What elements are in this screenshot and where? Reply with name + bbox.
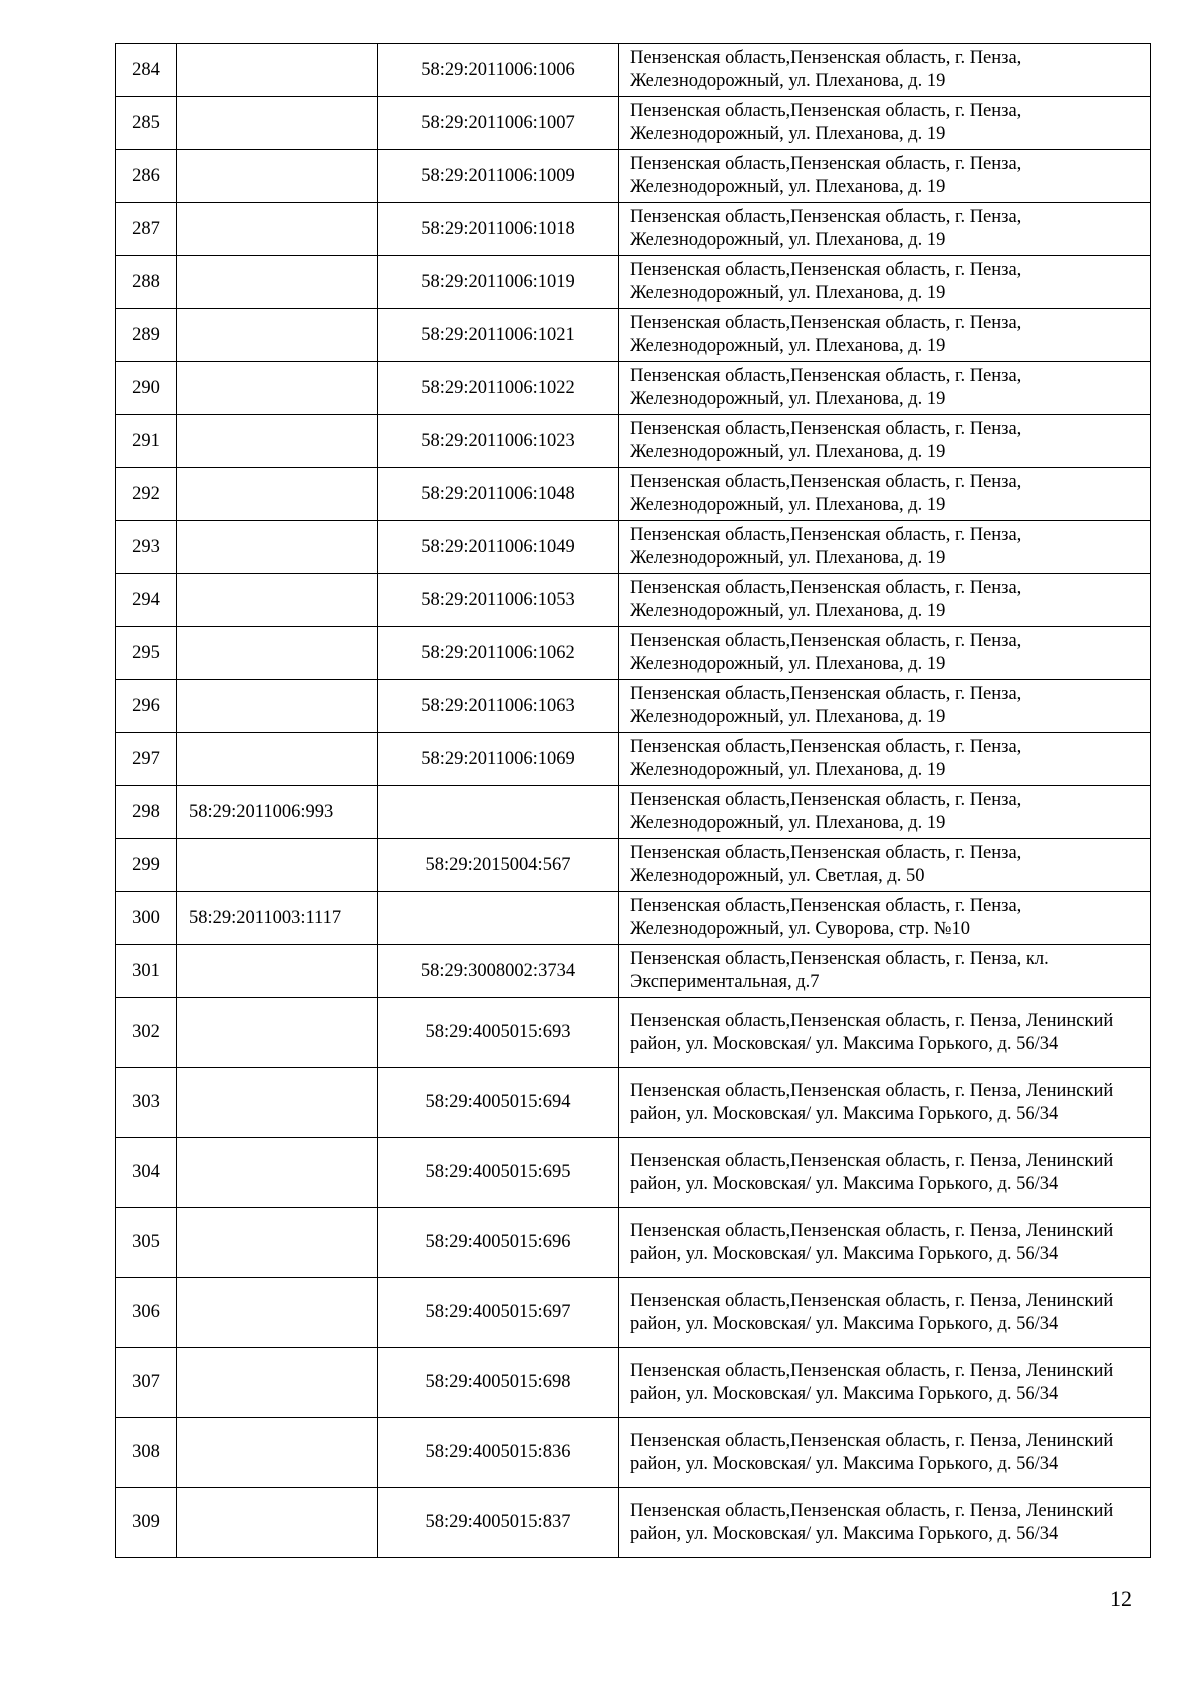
address-cell: Пензенская область,Пензенская область, г. Пенза, Железнодорожный, ул. Плеханова, д. 19 [619,627,1151,680]
row-number-cell: 302 [116,998,177,1068]
cadastral-number-alt-cell: 58:29:2011006:1019 [378,256,619,309]
row-number-cell: 292 [116,468,177,521]
table-row [116,839,1151,892]
cadastral-number-cell [177,256,378,309]
table-row [116,256,1151,309]
cadastral-number-alt-cell: 58:29:2011006:1018 [378,203,619,256]
row-number-cell: 298 [116,786,177,839]
row-number-cell: 299 [116,839,177,892]
cadastral-number-cell [177,150,378,203]
address-cell: Пензенская область,Пензенская область, г. Пенза, Железнодорожный, ул. Плеханова, д. 19 [619,680,1151,733]
cadastral-number-cell [177,521,378,574]
cadastral-number-alt-cell: 58:29:2015004:567 [378,839,619,892]
cadastral-number-cell [177,309,378,362]
cadastral-number-cell [177,1208,378,1278]
row-number-cell: 293 [116,521,177,574]
cadastral-number-alt-cell: 58:29:2011006:1006 [378,44,619,97]
address-cell: Пензенская область,Пензенская область, г. Пенза, Ленинский район, ул. Московская/ ул. Максима Горького, д. 56/34 [619,1488,1151,1558]
cadastral-number-alt-cell [378,892,619,945]
address-cell: Пензенская область,Пензенская область, г. Пенза, Железнодорожный, ул. Плеханова, д. 19 [619,468,1151,521]
cadastral-number-cell [177,839,378,892]
cadastral-number-alt-cell: 58:29:2011006:1021 [378,309,619,362]
cadastral-table [115,43,1151,1558]
row-number-cell: 291 [116,415,177,468]
address-cell: Пензенская область,Пензенская область, г. Пенза, Железнодорожный, ул. Плеханова, д. 19 [619,256,1151,309]
cadastral-number-cell [177,362,378,415]
address-cell: Пензенская область,Пензенская область, г. Пенза, Ленинский район, ул. Московская/ ул. Максима Горького, д. 56/34 [619,1208,1151,1278]
address-cell: Пензенская область,Пензенская область, г. Пенза, Железнодорожный, ул. Плеханова, д. 19 [619,97,1151,150]
cadastral-number-cell [177,1138,378,1208]
address-cell: Пензенская область,Пензенская область, г. Пенза, Железнодорожный, ул. Плеханова, д. 19 [619,415,1151,468]
table-row [116,1488,1151,1558]
table-row [116,627,1151,680]
cadastral-number-cell [177,203,378,256]
cadastral-number-cell [177,468,378,521]
address-cell: Пензенская область,Пензенская область, г. Пенза, Железнодорожный, ул. Плеханова, д. 19 [619,150,1151,203]
row-number-cell: 287 [116,203,177,256]
address-cell: Пензенская область,Пензенская область, г. Пенза, Железнодорожный, ул. Плеханова, д. 19 [619,44,1151,97]
table-row [116,521,1151,574]
table-row [116,150,1151,203]
cadastral-number-alt-cell: 58:29:3008002:3734 [378,945,619,998]
table-row [116,44,1151,97]
row-number-cell: 303 [116,1068,177,1138]
cadastral-number-alt-cell: 58:29:2011006:1007 [378,97,619,150]
row-number-cell: 289 [116,309,177,362]
cadastral-number-cell [177,1348,378,1418]
cadastral-number-cell [177,945,378,998]
cadastral-number-alt-cell: 58:29:2011006:1069 [378,733,619,786]
address-cell: Пензенская область,Пензенская область, г. Пенза, Ленинский район, ул. Московская/ ул. Максима Горького, д. 56/34 [619,1278,1151,1348]
table-row [116,1068,1151,1138]
table-row [116,1278,1151,1348]
table-body [116,44,1151,1558]
address-cell: Пензенская область,Пензенская область, г. Пенза, Железнодорожный, ул. Суворова, стр. №10 [619,892,1151,945]
cadastral-number-alt-cell: 58:29:4005015:696 [378,1208,619,1278]
cadastral-number-cell [177,733,378,786]
cadastral-number-alt-cell: 58:29:4005015:693 [378,998,619,1068]
cadastral-number-cell [177,415,378,468]
table-row [116,892,1151,945]
address-cell: Пензенская область,Пензенская область, г. Пенза, Ленинский район, ул. Московская/ ул. Максима Горького, д. 56/34 [619,1348,1151,1418]
table-row [116,468,1151,521]
table-row [116,203,1151,256]
row-number-cell: 284 [116,44,177,97]
table-row [116,362,1151,415]
row-number-cell: 288 [116,256,177,309]
address-cell: Пензенская область,Пензенская область, г. Пенза, Железнодорожный, ул. Плеханова, д. 19 [619,574,1151,627]
table-row [116,415,1151,468]
cadastral-number-cell: 58:29:2011003:1117 [177,892,378,945]
table-row [116,680,1151,733]
row-number-cell: 300 [116,892,177,945]
page-number: 12 [1110,1586,1132,1611]
cadastral-number-alt-cell: 58:29:2011006:1022 [378,362,619,415]
cadastral-number-alt-cell: 58:29:4005015:695 [378,1138,619,1208]
cadastral-number-alt-cell: 58:29:2011006:1062 [378,627,619,680]
row-number-cell: 308 [116,1418,177,1488]
cadastral-number-alt-cell [378,786,619,839]
address-cell: Пензенская область,Пензенская область, г. Пенза, Ленинский район, ул. Московская/ ул. Максима Горького, д. 56/34 [619,1068,1151,1138]
cadastral-number-cell [177,998,378,1068]
address-cell: Пензенская область,Пензенская область, г. Пенза, Железнодорожный, ул. Плеханова, д. 19 [619,521,1151,574]
cadastral-number-alt-cell: 58:29:2011006:1023 [378,415,619,468]
cadastral-number-cell [177,97,378,150]
cadastral-number-cell [177,1488,378,1558]
cadastral-number-alt-cell: 58:29:4005015:837 [378,1488,619,1558]
address-cell: Пензенская область,Пензенская область, г. Пенза, Ленинский район, ул. Московская/ ул. Максима Горького, д. 56/34 [619,1138,1151,1208]
row-number-cell: 301 [116,945,177,998]
cadastral-number-cell [177,627,378,680]
row-number-cell: 304 [116,1138,177,1208]
cadastral-number-alt-cell: 58:29:4005015:694 [378,1068,619,1138]
row-number-cell: 306 [116,1278,177,1348]
cadastral-number-alt-cell: 58:29:4005015:698 [378,1348,619,1418]
row-number-cell: 290 [116,362,177,415]
table-row [116,786,1151,839]
cadastral-number-alt-cell: 58:29:2011006:1048 [378,468,619,521]
address-cell: Пензенская область,Пензенская область, г. Пенза, Железнодорожный, ул. Плеханова, д. 19 [619,786,1151,839]
address-cell: Пензенская область,Пензенская область, г. Пенза, кл. Экспериментальная, д.7 [619,945,1151,998]
address-cell: Пензенская область,Пензенская область, г. Пенза, Ленинский район, ул. Московская/ ул. Максима Горького, д. 56/34 [619,998,1151,1068]
table-row [116,309,1151,362]
row-number-cell: 305 [116,1208,177,1278]
cadastral-number-cell [177,1068,378,1138]
address-cell: Пензенская область,Пензенская область, г. Пенза, Железнодорожный, ул. Светлая, д. 50 [619,839,1151,892]
cadastral-number-cell [177,680,378,733]
cadastral-number-cell [177,1278,378,1348]
table-row [116,97,1151,150]
row-number-cell: 307 [116,1348,177,1418]
cadastral-number-cell [177,1418,378,1488]
table-row [116,733,1151,786]
cadastral-number-cell: 58:29:2011006:993 [177,786,378,839]
row-number-cell: 295 [116,627,177,680]
address-cell: Пензенская область,Пензенская область, г. Пенза, Железнодорожный, ул. Плеханова, д. 19 [619,362,1151,415]
cadastral-number-alt-cell: 58:29:2011006:1049 [378,521,619,574]
row-number-cell: 286 [116,150,177,203]
address-cell: Пензенская область,Пензенская область, г. Пенза, Ленинский район, ул. Московская/ ул. Максима Горького, д. 56/34 [619,1418,1151,1488]
row-number-cell: 297 [116,733,177,786]
table-row [116,1138,1151,1208]
cadastral-number-cell [177,44,378,97]
table-row [116,574,1151,627]
cadastral-number-alt-cell: 58:29:4005015:697 [378,1278,619,1348]
cadastral-number-alt-cell: 58:29:2011006:1063 [378,680,619,733]
table-row [116,945,1151,998]
table-row [116,1208,1151,1278]
address-cell: Пензенская область,Пензенская область, г. Пенза, Железнодорожный, ул. Плеханова, д. 19 [619,309,1151,362]
cadastral-number-cell [177,574,378,627]
cadastral-number-alt-cell: 58:29:2011006:1053 [378,574,619,627]
cadastral-number-alt-cell: 58:29:2011006:1009 [378,150,619,203]
row-number-cell: 309 [116,1488,177,1558]
address-cell: Пензенская область,Пензенская область, г. Пенза, Железнодорожный, ул. Плеханова, д. 19 [619,733,1151,786]
row-number-cell: 294 [116,574,177,627]
cadastral-number-alt-cell: 58:29:4005015:836 [378,1418,619,1488]
row-number-cell: 296 [116,680,177,733]
row-number-cell: 285 [116,97,177,150]
table-row [116,1418,1151,1488]
address-cell: Пензенская область,Пензенская область, г. Пенза, Железнодорожный, ул. Плеханова, д. 19 [619,203,1151,256]
table-row [116,998,1151,1068]
table-row [116,1348,1151,1418]
